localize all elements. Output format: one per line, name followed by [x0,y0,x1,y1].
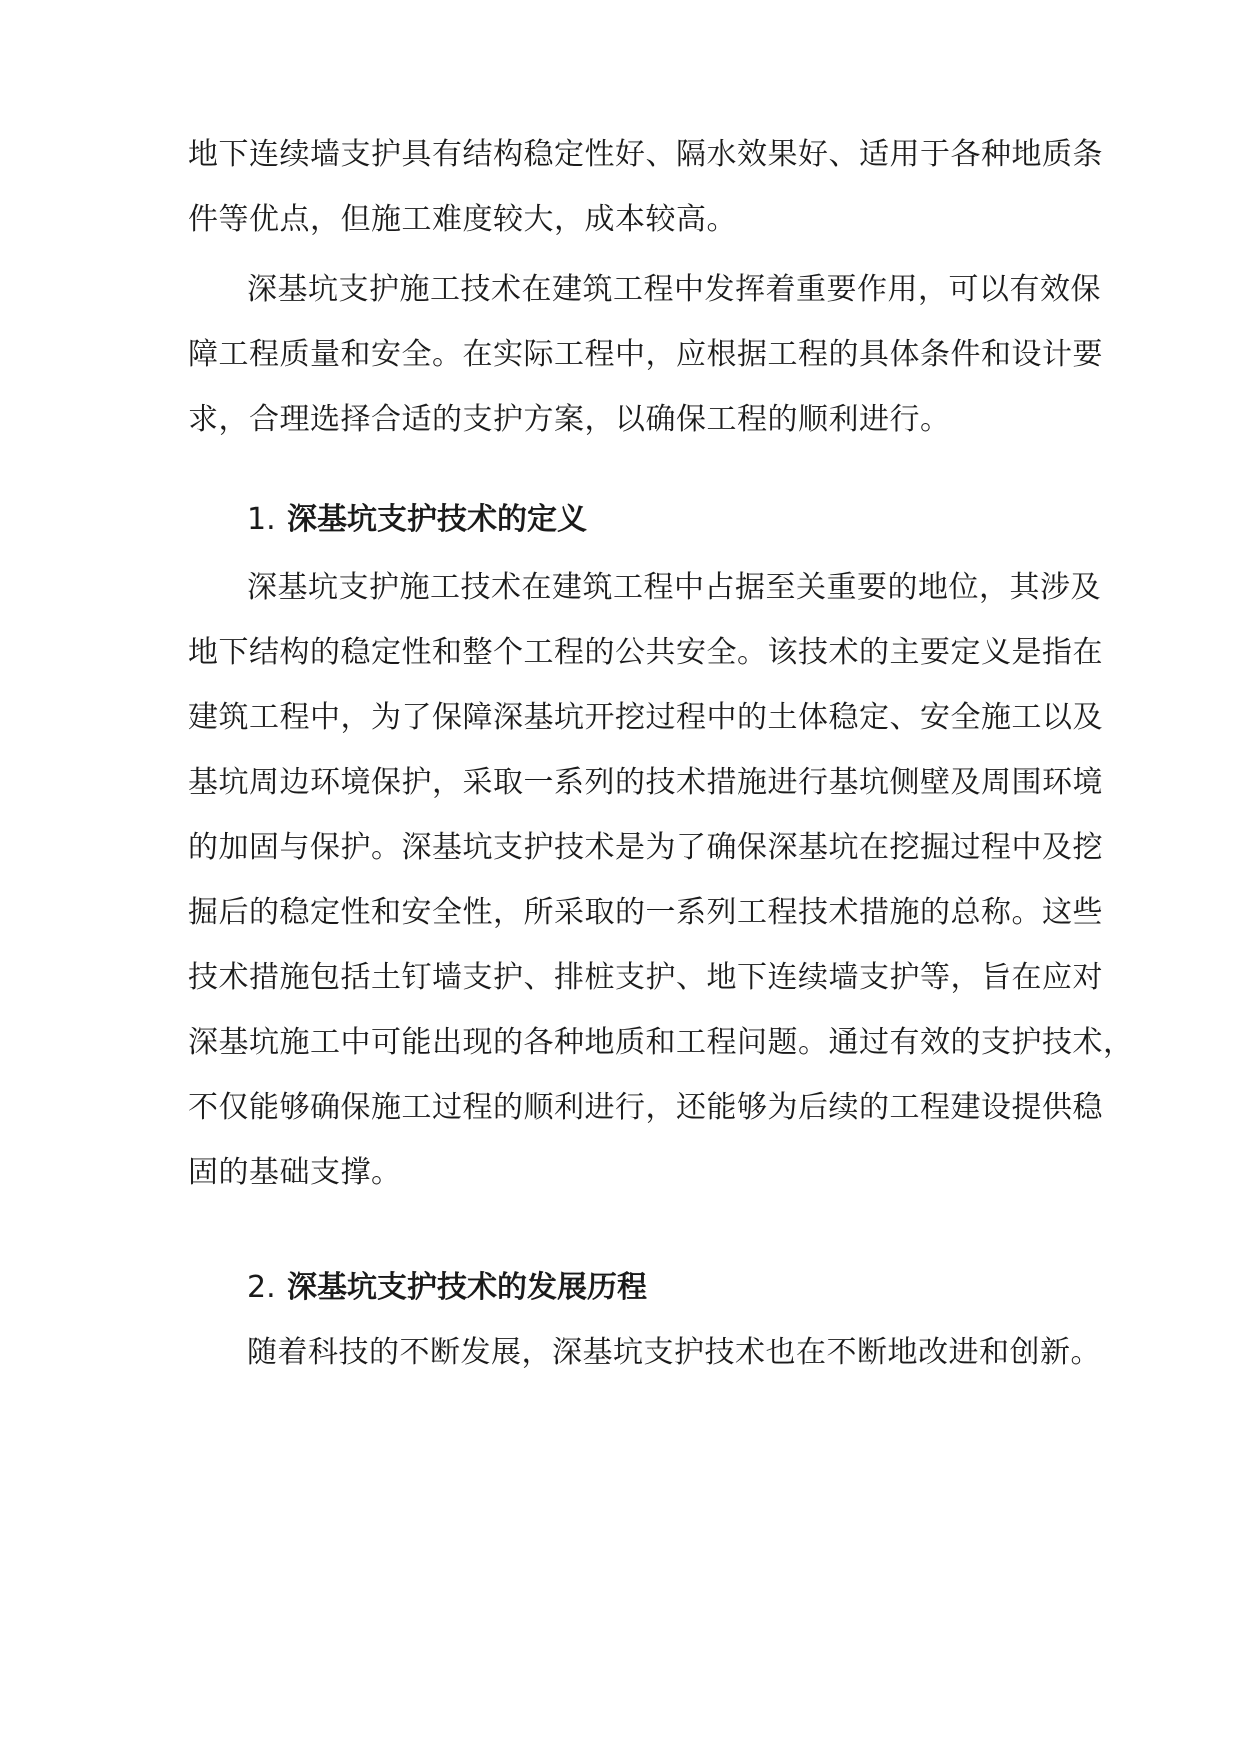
paragraph-line: 不仅能够确保施工过程的顺利进行，还能够为后续的工程建设提供稳 [188,1090,1103,1125]
section-number: 1. [247,502,276,537]
paragraph-line: 深基坑施工中可能出现的各种地质和工程问题。通过有效的支护技术， [188,1025,1134,1060]
section-title: 深基坑支护技术的定义 [287,502,587,537]
paragraph-line: 随着科技的不断发展，深基坑支护技术也在不断地改进和创新。 [247,1335,1101,1370]
paragraph-line: 件等优点，但施工难度较大，成本较高。 [188,202,737,237]
paragraph-line: 技术措施包括土钉墙支护、排桩支护、地下连续墙支护等，旨在应对 [188,960,1103,995]
paragraph-line: 求，合理选择合适的支护方案，以确保工程的顺利进行。 [188,402,951,437]
section-heading [247,1268,647,1308]
paragraph-line: 固的基础支撑。 [188,1155,402,1190]
paragraph-line: 障工程质量和安全。在实际工程中，应根据工程的具体条件和设计要 [188,337,1103,372]
paragraph-line: 基坑周边环境保护，采取一系列的技术措施进行基坑侧壁及周围环境 [188,765,1103,800]
paragraph-line: 深基坑支护施工技术在建筑工程中占据至关重要的地位，其涉及 [247,570,1101,605]
paragraph-line: 建筑工程中，为了保障深基坑开挖过程中的土体稳定、安全施工以及 [188,700,1103,735]
paragraph-line: 的加固与保护。深基坑支护技术是为了确保深基坑在挖掘过程中及挖 [188,830,1103,865]
paragraph-line: 深基坑支护施工技术在建筑工程中发挥着重要作用，可以有效保 [247,272,1101,307]
paragraph-line: 地下连续墙支护具有结构稳定性好、隔水效果好、适用于各种地质条 [188,137,1103,172]
section-number: 2. [247,1270,276,1305]
section-heading [247,500,587,540]
section-title: 深基坑支护技术的发展历程 [287,1270,647,1305]
paragraph-line: 地下结构的稳定性和整个工程的公共安全。该技术的主要定义是指在 [188,635,1103,670]
paragraph-line: 掘后的稳定性和安全性，所采取的一系列工程技术措施的总称。这些 [188,895,1103,930]
